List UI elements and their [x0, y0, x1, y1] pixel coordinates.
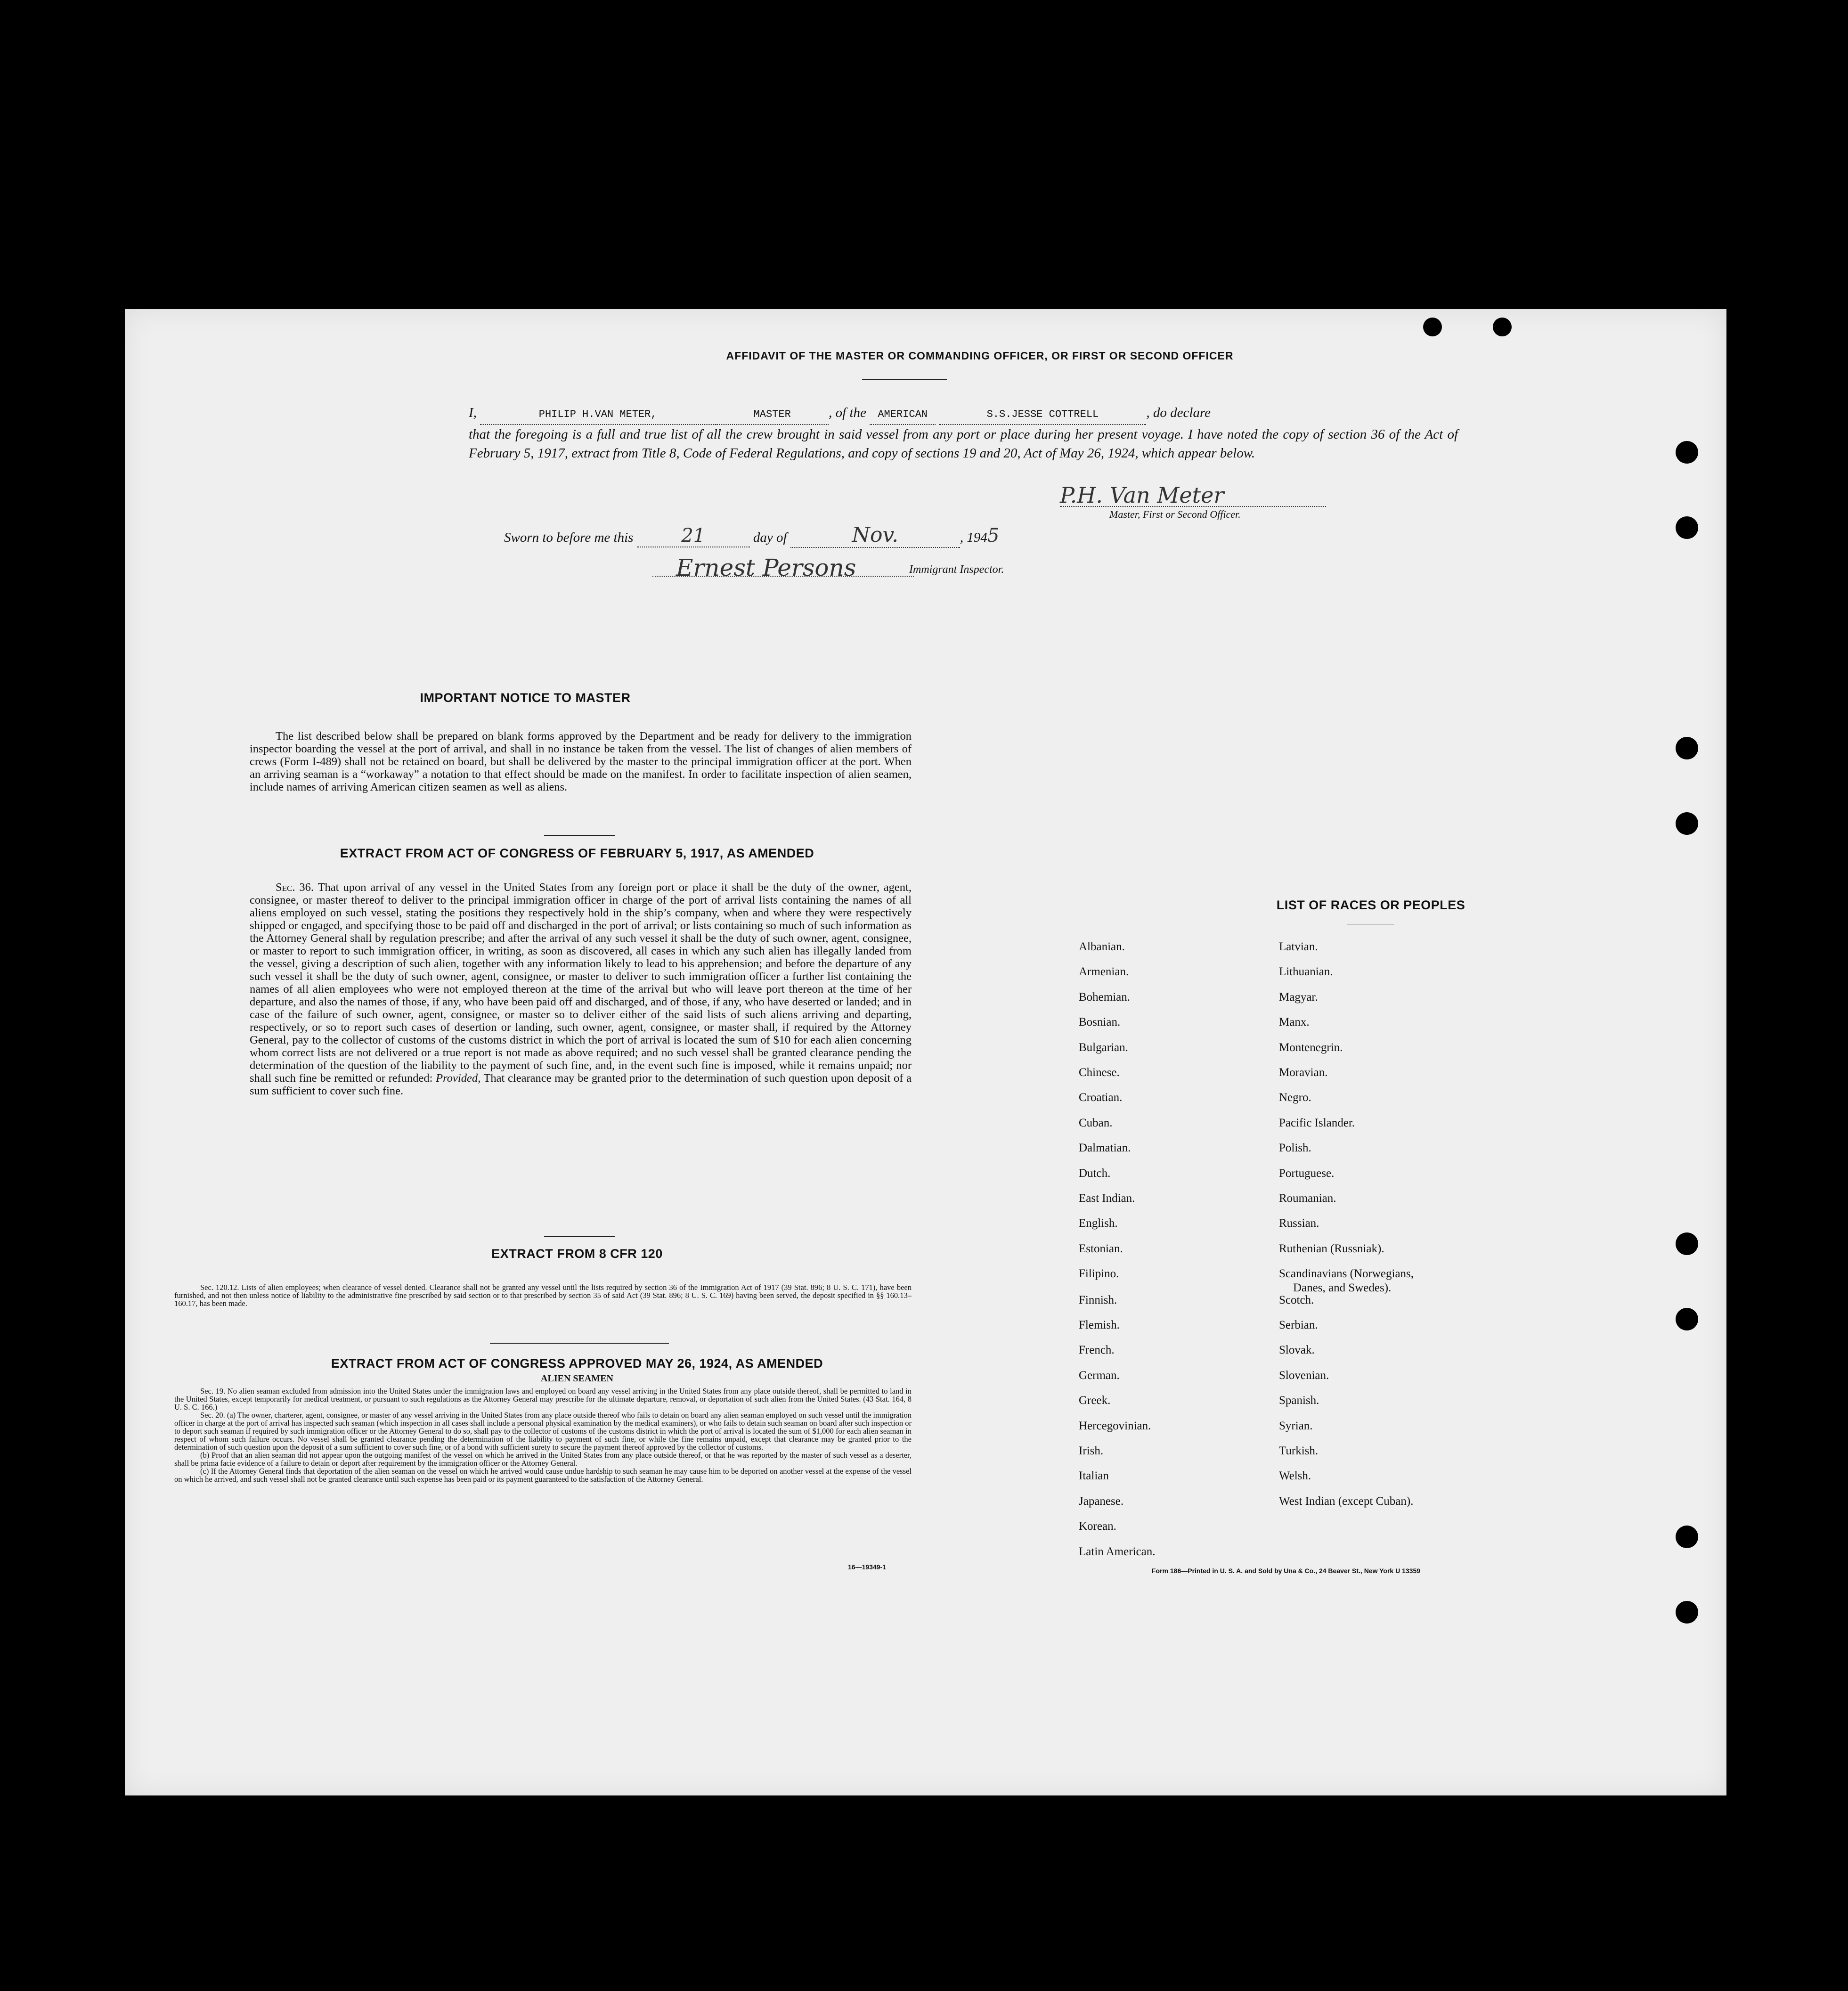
race-item: Bosnian. [1079, 1016, 1121, 1029]
punch-hole [1676, 1601, 1698, 1624]
race-item: Japanese. [1079, 1494, 1124, 1508]
extract-1924-heading: EXTRACT FROM ACT OF CONGRESS APPROVED MAY 26, 1924, AS AMENDED [331, 1356, 823, 1371]
sworn-label: Sworn to before me this [504, 530, 634, 545]
race-item: Slovenian. [1279, 1369, 1329, 1382]
race-item: Finnish. [1079, 1293, 1117, 1306]
year-suffix: 5 [987, 525, 1000, 547]
race-item: Cuban. [1079, 1116, 1113, 1129]
sworn-day-field: 21 [637, 525, 750, 547]
extract-1924-body [174, 1387, 912, 1483]
inspector-caption: Immigrant Inspector. [909, 563, 1004, 576]
cfr-heading: EXTRACT FROM 8 CFR 120 [491, 1247, 663, 1261]
sec36-text: That upon arrival of any vessel in the United States from any foreign port or place it shall be the duty of the owner, agent, consignee, or master thereof to deliver to the principal immigration officer in charge of the port of arrival lists containing the names of all aliens employed on such vessel, stating the positions they respectively hold in the ship’s company, when and where they were respectively shipped or engaged, and specifying those to be paid off and discharged in the port of arrival; or lists containing so much of such information as the Attorney General shall by regulation prescribe; and after the arrival of any such vessel it shall be the duty of such owner, agent, consignee, or master to report to such immigration officer, in writing, as soon as discovered, all cases in which any such alien has illegally landed from the vessel, giving a description of such alien, together with any information likely to lead to his apprehension; and before the departure of any such vessel it shall be the duty of such owner, agent, consignee, or master to deliver to such immigration officer a further list containing the names of all alien employees who were not employed thereon at the time of the arrival but who will leave port thereon at the time of her departure, and also the names of those, if any, who have been paid off and discharged, and of those, if any, who have deserted or landed; and in case of the failure of such owner, agent, consignee, or master so to deliver either of the said lists of such aliens arriving and departing, respectively, or so to report such cases of desertion or landing, such owner, agent, consignee, or master shall, if required by the Attorney General, pay to the collector of customs of the customs district in which the port of arrival is located the sum of $10 for each alien concerning whom correct lists are not delivered or a true report is not made as above required; and no such vessel shall be granted clearance pending the determination of the question of the liability to the payment of such fine, and, in the event such fine is imposed, while it remains unpaid; nor shall such fine be remitted or refunded: [250, 881, 912, 1085]
race-item: Negro. [1279, 1091, 1311, 1104]
race-item: Montenegrin. [1279, 1041, 1343, 1054]
year-prefix: , 194 [960, 530, 987, 545]
race-item: Syrian. [1279, 1419, 1313, 1432]
race-item: Albanian. [1079, 940, 1125, 953]
race-item: Chinese. [1079, 1066, 1120, 1079]
notice-body: The list described below shall be prepared on blank forms approved by the Department and be ready for delivery to the immigration inspector boarding the vessel at the port of arrival, and shall in no instance be taken from the vessel. The list of changes of alien members of crews (Form I-489) shall not be retained on board, but shall be delivered by the master to the principal immigration officer at the port. When an arriving seaman is a “workaway” a notation to that effect should be made on the manifest. In order to facilitate inspection of alien seamen, include names of arriving American citizen seamen as well as aliens. [250, 730, 912, 793]
sworn-month-field: Nov. [790, 523, 960, 548]
race-item: Pacific Islander. [1279, 1116, 1355, 1129]
master-signature: P.H. Van Meter [1060, 482, 1224, 508]
provided-word: Provided, [436, 1072, 481, 1085]
race-item: Irish. [1079, 1444, 1104, 1457]
race-item: West Indian (except Cuban). [1279, 1494, 1414, 1508]
divider [544, 835, 615, 836]
sec19-text: Sec. 19. No alien seaman excluded from admission into the United States under the immigration laws and employed on board any vessel arriving in the United States from any place outside thereof, shall be permitted to land in the United States, except temporarily for medical treatment, or pursuant to such regulations as the Attorney General may prescribe for the ultimate departure, removal, or deportation of such alien from the United States. (43 Stat. 164, 8 U. S. C. 166.) [174, 1387, 912, 1412]
punch-hole [1676, 441, 1698, 464]
race-item: Bulgarian. [1079, 1041, 1128, 1054]
form-code: 16—19349-1 [848, 1563, 886, 1571]
punch-hole [1423, 318, 1442, 336]
race-item: Bohemian. [1079, 990, 1131, 1004]
of-the-label: , of the [829, 405, 866, 420]
race-item: East Indian. [1079, 1192, 1135, 1205]
race-item: Russian. [1279, 1217, 1319, 1230]
race-item: Hercegovinian. [1079, 1419, 1151, 1432]
race-item: Slovak. [1279, 1344, 1315, 1357]
race-item: Turkish. [1279, 1444, 1319, 1457]
race-item: Danes, and Swedes). [1293, 1281, 1392, 1295]
race-item: Flemish. [1079, 1319, 1120, 1331]
race-item: Manx. [1279, 1016, 1310, 1029]
sec20c-text: (c) If the Attorney General finds that deportation of the alien seaman on the vessel on which he arrived would cause undue hardship to such seaman he may cause him to be deported on another vessel at the expense of the vessel on which he arrived, and such vessel shall not be granted clearance until such expense has been paid or its payment guaranteed to the satisfaction of the Attorney General. [174, 1467, 912, 1484]
nationality-field: AMERICAN [870, 405, 936, 425]
race-item: Greek. [1079, 1394, 1111, 1407]
affidavit-statement: that the foregoing is a full and true list of all the crew brought in said vessel from any port or place during her present voyage. I have noted the copy of section 36 of the Act of February 5, 1917, extract from Title 8, Code of Federal Regulations, and copy of sections 19 and 20, Act of May 26, 1924, which appear below. [469, 427, 1458, 461]
race-item: Filipino. [1079, 1267, 1119, 1281]
printer-imprint: Form 186—Printed in U. S. A. and Sold by Una & Co., 24 Beaver St., New York U 13359 [1152, 1567, 1421, 1575]
master-signature-line [1060, 506, 1326, 507]
affidavit-heading: AFFIDAVIT OF THE MASTER OR COMMANDING OFFICER, OR FIRST OR SECOND OFFICER [726, 350, 1234, 362]
cfr-body: Sec. 120.12. Lists of alien employees; when clearance of vessel denied. Clearance shall not be granted any vessel until the lists required by section 36 of the Immigration Act of 1917 (39 Stat. 896; 8 U. S. C. 171), have been furnished, and not then unless notice of liability to the administrative fine prescribed by said section or to that prescribed by section 35 of said Act (39 Stat. 896; 8 U. S. C. 169) having been served, the deposit specified in §§ 160.13–160.17, has been made. [174, 1283, 912, 1308]
punch-hole [1676, 737, 1698, 759]
race-item: Roumanian. [1279, 1192, 1336, 1205]
race-item: Armenian. [1079, 965, 1129, 979]
master-name-field: PHILIP H.VAN METER, [480, 405, 716, 425]
sec36-label: Sec. 36. [276, 881, 314, 894]
race-item: Polish. [1279, 1142, 1311, 1155]
race-item: Moravian. [1279, 1066, 1328, 1079]
document-page [125, 309, 1726, 1795]
divider [490, 1343, 669, 1344]
rank-field: MASTER [716, 405, 829, 425]
race-item: Magyar. [1279, 990, 1318, 1004]
race-item: Croatian. [1079, 1091, 1123, 1104]
punch-hole [1676, 516, 1698, 539]
race-item: Welsh. [1279, 1469, 1311, 1483]
races-heading: LIST OF RACES OR PEOPLES [1276, 898, 1465, 912]
race-item: German. [1079, 1369, 1120, 1382]
day-of-label: day of [753, 530, 787, 545]
race-item: Spanish. [1279, 1394, 1319, 1407]
affidavit-line-1 [469, 403, 1458, 425]
race-item: Korean. [1079, 1520, 1116, 1533]
divider [544, 1236, 615, 1237]
sec20b-text: (b) Proof that an alien seaman did not appear upon the outgoing manifest of the vessel on which he arrived in the United States from any place outside thereof, or that he was reported by the master of such vessel as a deserter, shall be prima facie evidence of a failure to detain or deport after requirement by the immigration officer or the Attorney General. [174, 1451, 912, 1468]
punch-hole [1493, 318, 1512, 336]
do-declare-label: , do declare [1146, 405, 1211, 420]
inspector-signature: Ernest Persons [676, 554, 856, 581]
race-item: Serbian. [1279, 1319, 1318, 1331]
race-item: Scandinavians (Norwegians, [1279, 1267, 1414, 1281]
affidavit-body [469, 403, 1458, 463]
race-item: Portuguese. [1279, 1167, 1335, 1180]
extract-1917-body [250, 881, 912, 1097]
sworn-line [504, 523, 999, 548]
race-item: Scotch. [1279, 1293, 1314, 1306]
race-item: Latin American. [1079, 1545, 1156, 1558]
inspector-signature-line [652, 576, 914, 577]
race-item: Lithuanian. [1279, 965, 1333, 979]
master-caption: Master, First or Second Officer. [1109, 508, 1241, 520]
race-item: Dutch. [1079, 1167, 1111, 1180]
notice-heading: IMPORTANT NOTICE TO MASTER [420, 691, 631, 705]
race-item: Latvian. [1279, 940, 1318, 953]
extract-1917-heading: EXTRACT FROM ACT OF CONGRESS OF FEBRUARY 5, 1917, AS AMENDED [340, 846, 814, 860]
punch-hole [1676, 1232, 1698, 1255]
sec36-text-end: That clearance may be granted prior to the determination of such question upon deposit of a sum sufficient to cover such fine. [250, 1072, 912, 1097]
race-item: Italian [1079, 1469, 1109, 1483]
punch-hole [1676, 1308, 1698, 1330]
sec20a-text: Sec. 20. (a) The owner, charterer, agent, consignee, or master of any vessel arriving in the United States from any place outside thereof who fails to detain on board any alien seaman employed on such vessel until the immigration officer in charge at the port of arrival has inspected such seaman (which inspection in all cases shall include a personal physical examination by the medical examiners), or who fails to detain such seaman on board after such inspection or to deport such seaman if required by such immigration officer or the Attorney General to do so, shall pay to the collector of customs of the customs district in which the port of arrival is located the sum of $1,000 for each alien seaman in respect of whom such failure occurs. No vessel shall be granted clearance pending the determination of the liability to payment of such fine, or while the fine remains unpaid, except that clearance may be granted prior to the determination of such question upon the deposit of a sum sufficient to cover such fine, or of a bond with sufficient surety to secure the payment thereof approved by the collector of customs. [174, 1411, 912, 1452]
race-item: Estonian. [1079, 1242, 1123, 1255]
i-label: I, [469, 405, 477, 420]
alien-seamen-subheading: ALIEN SEAMEN [541, 1373, 613, 1384]
race-item: Ruthenian (Russniak). [1279, 1242, 1384, 1255]
vessel-field: S.S.JESSE COTTRELL [939, 405, 1146, 425]
divider [862, 379, 947, 380]
punch-hole [1676, 1526, 1698, 1548]
race-item: English. [1079, 1217, 1118, 1230]
race-item: Dalmatian. [1079, 1142, 1131, 1155]
punch-hole [1676, 812, 1698, 835]
race-item: French. [1079, 1344, 1115, 1357]
